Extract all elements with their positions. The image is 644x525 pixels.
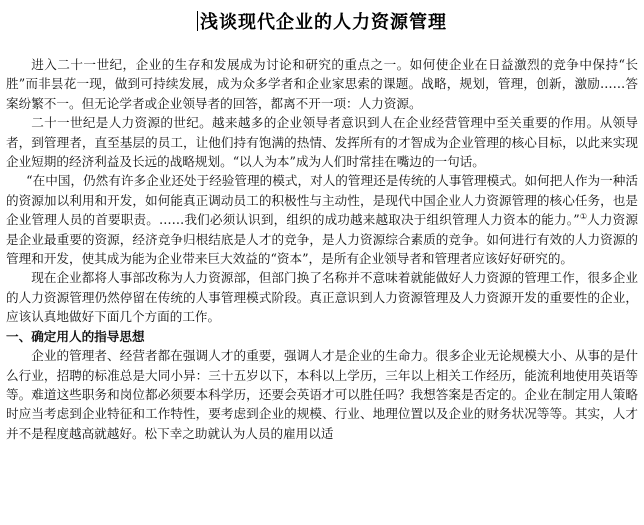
paragraph-quote	[6, 171, 638, 268]
quote-text: “在中国，仍然有许多企业还处于经验管理的模式，对人的管理还是传统的人事管理模式。如何把人作为一种活的资源加以利用和开发，如何能真正调动员工的积极性与主动性，是现代中国企业人力资源管理的核心任务，也是企业管理人员的首要职责。……我们必须认识到，组织的成功越来越取决于组织管理人力资本的能力。”	[6, 173, 638, 228]
paragraph-intro: 进入二十一世纪，企业的生存和发展成为讨论和研究的重点之一。如何使企业在日益激烈的竞争中保持“长胜”而非昙花一现，做到可持续发展，成为众多学者和企业家思索的课题。战略，规划，管理，创新，激励……答案纷繁不一。但无论学者或企业领导者的回答，都离不开一项：人力资源。	[6, 57, 638, 111]
title-area	[0, 8, 644, 34]
text-cursor	[197, 11, 198, 31]
footnote-marker: ①	[579, 212, 588, 222]
document-body	[6, 55, 638, 443]
quote-continuation: 人力资源是企业最重要的资源，经济竞争归根结底是人才的竞争，是人力资源综合素质的竞争。如何进行有效的人力资源的管理和开发，使其成为能为企业带来巨大效益的“资本”，是所有企业领导者和管理者应该好好研究的。	[6, 212, 639, 267]
paragraph-hr-department: 现在企业都将人事部改称为人力资源部，但部门换了名称并不意味着就能做好人力资源的管理工作，很多企业的人力资源管理仍然停留在传统的人事管理模式阶段。真正意识到人力资源管理及人力资源开发的重要性的企业，应该认真地做好下面几个方面的工作。	[6, 270, 638, 325]
paragraph-hr-century: 二十一世纪是人力资源的世纪。越来越多的企业领导者意识到人在企业经营管理中至关重要的作用。从领导者，到管理者，直至基层的员工，让他们持有饱满的热情、发挥所有的才智成为企业管理的核心目标，以此来实现企业短期的经济利益及长远的战略规划。“以人为本”成为人们时常挂在嘴边的一句话。	[6, 115, 638, 170]
paragraph-section-one: 企业的管理者、经营者都在强调人才的重要，强调人才是企业的生命力。很多企业无论规模大小、从事的是什么行业，招聘的标准总是大同小异：三十五岁以下，本科以上学历，三年以上相关工作经历，能流利地使用英语等等。难道这些职务和岗位都必须要本科学历，还要会英语才可以胜任吗？我想答案是否定的。企业在制定用人策略时应当考虑到企业特征和工作特性，要考虑到企业的规模、行业、地理位置以及企业的财务状况等等。其实，人才并不是程度越高就越好。松下幸之助就认为人员的雇用以适	[6, 348, 638, 441]
section-heading: 一、确定用人的指导思想	[6, 328, 145, 344]
document-title: 浅谈现代企业的人力资源管理	[200, 12, 447, 33]
